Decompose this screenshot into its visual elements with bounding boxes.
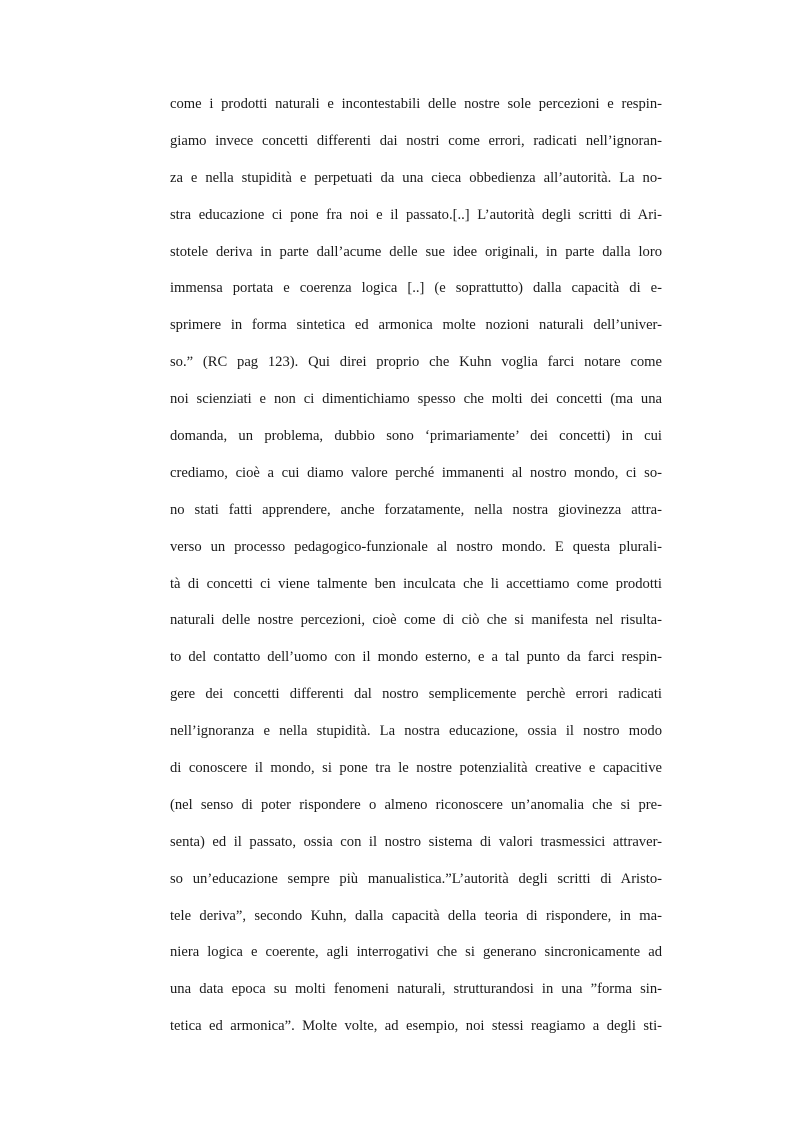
text-line: una data epoca su molti fenomeni naturali, strutturandosi in una ”forma sin-	[170, 981, 662, 998]
text-line: no stati fatti apprendere, anche forzatamente, nella nostra giovinezza attra-	[170, 501, 662, 518]
text-line: di conoscere il mondo, si pone tra le nostre potenzialità creative e capacitive	[170, 760, 662, 777]
text-line: gere dei concetti differenti dal nostro semplicemente perchè errori radicati	[170, 686, 662, 703]
body-text	[170, 90, 662, 1049]
text-line: tà di concetti ci viene talmente ben inculcata che li accettiamo come prodotti	[170, 575, 662, 592]
text-line: noi scienziati e non ci dimentichiamo spesso che molti dei concetti (ma una	[170, 391, 662, 408]
text-line: tetica ed armonica”. Molte volte, ad esempio, noi stessi reagiamo a degli sti-	[170, 1018, 662, 1035]
text-line: verso un processo pedagogico-funzionale al nostro mondo. E questa plurali-	[170, 538, 662, 555]
text-line: sprimere in forma sintetica ed armonica molte nozioni naturali dell’univer-	[170, 317, 662, 334]
text-line: stotele deriva in parte dall’acume delle sue idee originali, in parte dalla loro	[170, 243, 662, 260]
text-line: to del contatto dell’uomo con il mondo esterno, e a tal punto da farci respin-	[170, 649, 662, 666]
text-line: stra educazione ci pone fra noi e il passato.[..] L’autorità degli scritti di Ari-	[170, 206, 662, 223]
text-line: come i prodotti naturali e incontestabili delle nostre sole percezioni e respin-	[170, 96, 662, 112]
text-line: za e nella stupidità e perpetuati da una cieca obbedienza all’autorità. La no-	[170, 169, 662, 186]
text-line: naturali delle nostre percezioni, cioè come di ciò che si manifesta nel risulta-	[170, 612, 662, 629]
text-line: domanda, un problema, dubbio sono ‘primariamente’ dei concetti) in cui	[170, 428, 662, 445]
text-line: giamo invece concetti differenti dai nostri come errori, radicati nell’ignoran-	[170, 132, 662, 149]
text-line: crediamo, cioè a cui diamo valore perché immanenti al nostro mondo, ci so-	[170, 464, 662, 481]
text-line: immensa portata e coerenza logica [..] (e soprattutto) dalla capacità di e-	[170, 280, 662, 297]
text-line: so.” (RC pag 123). Qui direi proprio che Kuhn voglia farci notare come	[170, 354, 662, 371]
text-line: (nel senso di poter rispondere o almeno riconoscere un’anomalia che si pre-	[170, 796, 662, 813]
text-line: senta) ed il passato, ossia con il nostro sistema di valori trasmessici attraver-	[170, 833, 662, 850]
text-line: niera logica e coerente, agli interrogativi che si generano sincronicamente ad	[170, 944, 662, 961]
text-line: so un’educazione sempre più manualistica.”L’autorità degli scritti di Aristo-	[170, 870, 662, 887]
text-line: nell’ignoranza e nella stupidità. La nostra educazione, ossia il nostro modo	[170, 723, 662, 740]
text-line: tele deriva”, secondo Kuhn, dalla capacità della teoria di rispondere, in ma-	[170, 907, 662, 924]
